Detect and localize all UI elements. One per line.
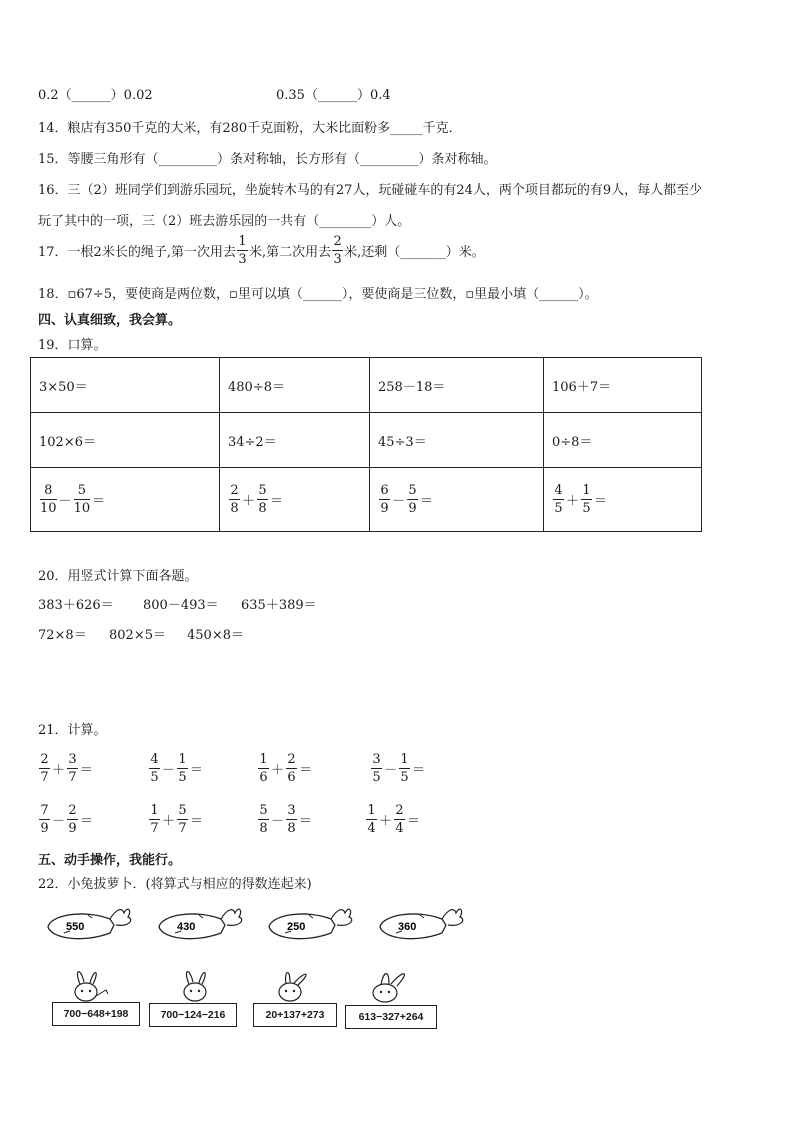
question-14: 14．粮店有350千克的大米，有280千克面粉，大米比面粉多_____千克．: [38, 121, 462, 136]
numerator: 4: [150, 752, 159, 767]
mental-math-table: [30, 357, 702, 532]
equals-sign: ＝: [190, 814, 204, 829]
fraction: [39, 753, 50, 784]
fraction: [366, 804, 377, 835]
numerator: 5: [259, 803, 268, 818]
denominator: 5: [554, 501, 563, 516]
table-cell-fraction: [31, 468, 220, 532]
rabbit-expression-box[interactable]: 613−327+264: [345, 1005, 437, 1029]
numerator: 3: [287, 803, 296, 818]
table-cell: 106＋7＝: [544, 358, 702, 413]
denominator: 8: [259, 821, 268, 836]
equals-sign: ＝: [299, 763, 313, 778]
denominator: 6: [287, 770, 296, 785]
carrot-label: 360: [398, 921, 417, 933]
carrot-430: [155, 903, 245, 947]
operator: ＋: [566, 494, 580, 509]
operator: ＋: [242, 494, 256, 509]
fraction-expression: [552, 483, 608, 516]
q20-problem: 383＋626＝: [38, 598, 114, 613]
fraction-expression: [228, 483, 284, 516]
numerator: 4: [554, 483, 563, 498]
numerator: 2: [395, 803, 404, 818]
question-20-title: 20．用竖式计算下面各题。: [38, 569, 198, 584]
table-cell: 480÷8＝: [220, 358, 370, 413]
table-row: [31, 413, 702, 468]
operator: －: [52, 814, 66, 829]
question-17: [38, 235, 485, 266]
q17-text-post: 米,还剩（_______）米。: [344, 245, 485, 260]
fraction: [149, 804, 160, 835]
equals-sign: ＝: [594, 494, 608, 509]
question-16-line1: 16．三（2）班同学们到游乐园玩，坐旋转木马的有27人，玩碰碰车的有24人，两个项目都玩的有9人，每人都至少: [38, 183, 703, 198]
question-22-title: 22．小兔拔萝卜．(将算式与相应的得数连起来): [38, 877, 312, 892]
numerator: 5: [258, 483, 267, 498]
numerator: 2: [230, 483, 239, 498]
equals-sign: ＝: [407, 814, 421, 829]
fraction: [379, 484, 390, 515]
equals-sign: ＝: [92, 494, 106, 509]
fraction: [177, 804, 188, 835]
question-19-title: 19．口算。: [38, 338, 107, 353]
operator: －: [58, 494, 72, 509]
fraction: [257, 484, 268, 515]
fraction-expression: [365, 803, 421, 836]
fraction: [67, 753, 78, 784]
equals-sign: ＝: [420, 494, 434, 509]
q17-text-pre: 17．一根2米长的绳子,第一次用去: [38, 245, 236, 260]
table-cell: 34÷2＝: [220, 413, 370, 468]
denominator: 7: [68, 770, 77, 785]
denominator: 6: [259, 770, 268, 785]
q17-fraction-2: [332, 235, 343, 266]
fraction: [149, 753, 160, 784]
fraction: [394, 804, 405, 835]
fraction-expression: [370, 752, 426, 785]
numerator: 5: [178, 803, 187, 818]
operator: －: [271, 814, 285, 829]
rabbit-icon: [272, 966, 316, 1004]
table-cell: 102×6＝: [31, 413, 220, 468]
operator: ＋: [162, 814, 176, 829]
numerator: 1: [238, 234, 247, 249]
equals-sign: ＝: [412, 763, 426, 778]
equals-sign: ＝: [80, 814, 94, 829]
q20-problem: 635＋389＝: [241, 598, 317, 613]
rabbit-expression-box[interactable]: 700−124−216: [149, 1003, 237, 1027]
q20-problem: 72×8＝: [38, 628, 87, 643]
rabbit-icon: [175, 966, 215, 1004]
numerator: 6: [380, 483, 389, 498]
denominator: 7: [40, 770, 49, 785]
numerator: 2: [333, 234, 342, 249]
equals-sign: ＝: [270, 494, 284, 509]
numerator: 2: [40, 752, 49, 767]
denominator: 9: [40, 821, 49, 836]
question-18: 18．▫67÷5，要使商是两位数，▫里可以填（______），要使商是三位数，▫里最小填（______）。: [38, 287, 598, 302]
equals-sign: ＝: [80, 763, 94, 778]
rabbit-expression-box[interactable]: 20+137+273: [253, 1003, 337, 1027]
denominator: 9: [408, 501, 417, 516]
numerator: 1: [150, 803, 159, 818]
fraction: [286, 753, 297, 784]
denominator: 10: [40, 501, 57, 516]
rabbit-expression-box[interactable]: 700−648+198: [52, 1002, 140, 1026]
question-15: 15．等腰三角形有（_________）条对称轴，长方形有（_________）条对称轴。: [38, 152, 497, 167]
denominator: 4: [367, 821, 376, 836]
operator: －: [162, 763, 176, 778]
denominator: 4: [395, 821, 404, 836]
fraction: [74, 484, 91, 515]
table-cell-fraction: [220, 468, 370, 532]
denominator: 3: [333, 252, 342, 267]
q20-problem: 802×5＝: [109, 628, 166, 643]
fraction-expression: [257, 752, 313, 785]
question-16-line2: 玩了其中的一项，三（2）班去游乐园的一共有（________）人。: [38, 214, 411, 229]
fraction-expression: [39, 483, 106, 516]
q20-problem: 800－493＝: [143, 598, 219, 613]
equals-sign: ＝: [190, 763, 204, 778]
table-cell: 0÷8＝: [544, 413, 702, 468]
numerator: 5: [74, 484, 91, 500]
operator: ＋: [52, 763, 66, 778]
table-cell: 3×50＝: [31, 358, 220, 413]
denominator: 8: [230, 501, 239, 516]
numerator: 1: [582, 483, 591, 498]
carrot-label: 250: [287, 921, 306, 933]
fraction: [258, 753, 269, 784]
table-cell-fraction: [544, 468, 702, 532]
table-cell-fraction: [370, 468, 544, 532]
equals-sign: ＝: [299, 814, 313, 829]
fraction: [399, 753, 410, 784]
denominator: 8: [287, 821, 296, 836]
denominator: 8: [258, 501, 267, 516]
operator: －: [384, 763, 398, 778]
fraction-expression: [148, 752, 204, 785]
denominator: 7: [150, 821, 159, 836]
fraction: [40, 484, 57, 515]
fraction-expression: [257, 803, 313, 836]
q13-left-blank: 0.2（______）0.02: [38, 88, 153, 103]
operator: －: [392, 494, 406, 509]
denominator: 5: [400, 770, 409, 785]
fraction-expression: [378, 483, 434, 516]
fraction: [177, 753, 188, 784]
q20-problem: 450×8＝: [187, 628, 244, 643]
denominator: 5: [582, 501, 591, 516]
numerator: 3: [372, 752, 381, 767]
fraction: [553, 484, 564, 515]
fraction: [229, 484, 240, 515]
numerator: 5: [408, 483, 417, 498]
table-cell: 45÷3＝: [370, 413, 544, 468]
denominator: 9: [380, 501, 389, 516]
fraction: [581, 484, 592, 515]
denominator: 9: [68, 821, 77, 836]
rabbit-icon: [64, 966, 112, 1004]
numerator: 8: [40, 484, 57, 500]
table-cell: 258－18＝: [370, 358, 544, 413]
fraction: [407, 484, 418, 515]
operator: ＋: [379, 814, 393, 829]
numerator: 2: [68, 803, 77, 818]
carrot-360: [376, 903, 466, 947]
section-5-heading: 五、动手操作，我能行。: [38, 853, 182, 868]
fraction: [286, 804, 297, 835]
fraction: [258, 804, 269, 835]
denominator: 10: [73, 501, 91, 516]
numerator: 7: [40, 803, 49, 818]
fraction-expression: [38, 752, 94, 785]
numerator: 3: [68, 752, 77, 767]
numerator: 1: [178, 752, 187, 767]
carrot-550: [44, 903, 134, 947]
q13-right-blank: 0.35（______）0.4: [276, 88, 391, 103]
question-21-title: 21．计算。: [38, 723, 107, 738]
section-4-heading: 四、认真细致，我会算。: [38, 313, 182, 328]
numerator: 1: [259, 752, 268, 767]
numerator: 1: [400, 752, 409, 767]
q17-text-mid: 米,第二次用去: [248, 245, 332, 260]
operator: ＋: [271, 763, 285, 778]
q17-fraction-1: [237, 235, 248, 266]
fraction-expression: [38, 803, 94, 836]
fraction: [371, 753, 382, 784]
rabbit-icon: [365, 966, 415, 1004]
numerator: 2: [287, 752, 296, 767]
table-row: [31, 468, 702, 532]
denominator: 5: [150, 770, 159, 785]
denominator: 7: [178, 821, 187, 836]
denominator: 5: [372, 770, 381, 785]
fraction: [39, 804, 50, 835]
fraction-expression: [148, 803, 204, 836]
denominator: 3: [238, 252, 247, 267]
numerator: 1: [367, 803, 376, 818]
carrot-label: 550: [66, 921, 85, 933]
table-row: [31, 358, 702, 413]
carrot-250: [265, 903, 355, 947]
fraction: [67, 804, 78, 835]
denominator: 5: [178, 770, 187, 785]
carrot-label: 430: [177, 921, 196, 933]
